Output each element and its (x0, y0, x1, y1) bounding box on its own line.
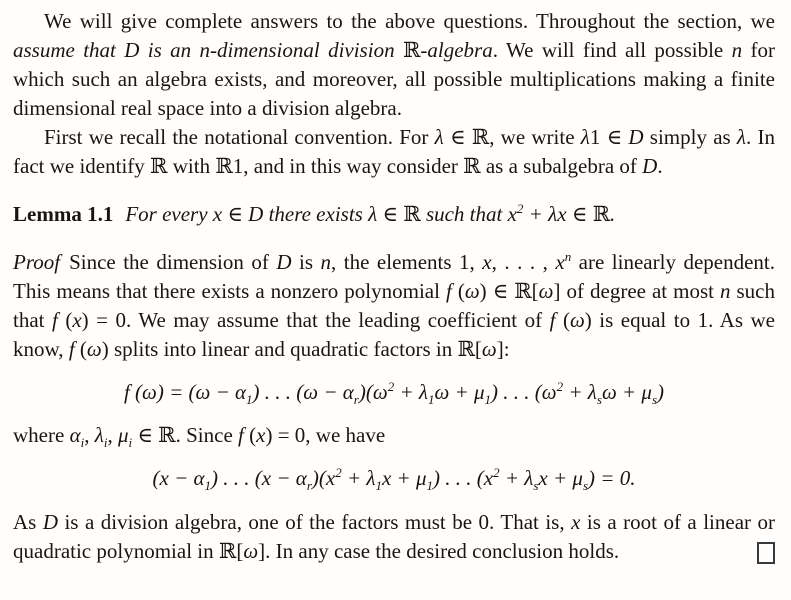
text-run: -algebra (420, 38, 493, 62)
qed-box (757, 542, 775, 564)
text-run: x (571, 510, 581, 534)
blackboard-R: ℝ (403, 202, 421, 226)
text-run: 2 (516, 201, 524, 216)
text-run: ) = 0. We may assume that the leading coefficient of (81, 308, 550, 332)
text-run: f (549, 308, 556, 332)
text-run: ) . . . (x − α (211, 466, 307, 490)
text-run: ) ∈ (479, 279, 515, 303)
text-run: i (128, 435, 133, 450)
proof-label: Proof (13, 250, 61, 274)
text-run: )(x (311, 466, 336, 490)
text-run: r (306, 478, 312, 493)
text-run: n (720, 279, 731, 303)
blackboard-R: ℝ (592, 202, 611, 226)
text-run: + λ (499, 466, 534, 490)
text-run: i (80, 435, 85, 450)
text-run: 1, and in this way consider (232, 154, 464, 178)
text-run: with (167, 154, 216, 178)
text-run: s (582, 478, 589, 493)
text-run: f (445, 279, 452, 303)
blackboard-R: ℝ (402, 38, 421, 62)
text-run: r (353, 392, 359, 407)
text-run: ] of degree at most (553, 279, 720, 303)
text-run: x + μ (538, 466, 583, 490)
blackboard-R: ℝ (218, 539, 237, 563)
text-run: ω (464, 279, 480, 303)
text-run: 2 (335, 465, 342, 480)
text-run: 1 (484, 392, 492, 407)
text-run: , . . . , (491, 250, 556, 274)
text-run: are linearly dependent. This means that there exists a nonzero polynomial (13, 250, 775, 303)
text-run: , (107, 423, 118, 447)
text-run: f (52, 308, 58, 332)
text-run: ω + μ (434, 380, 485, 404)
text-run: For every x ∈ D there exists λ ∈ (125, 202, 404, 226)
text-run: D (276, 250, 292, 274)
text-run: , (84, 423, 95, 447)
text-run: . (610, 202, 616, 226)
text-run: . (657, 154, 663, 178)
text-run: + λ (394, 380, 428, 404)
text-run: x (72, 308, 82, 332)
text-run: for which such an algebra exists, and moreover, all possible multiplications making a finite dimensional real space into a division algebra. (13, 38, 776, 120)
text-run: is (291, 250, 321, 274)
conclusion-paragraph (13, 508, 775, 566)
text-run: 1 (204, 478, 212, 493)
text-run: + λx ∈ (523, 202, 593, 226)
text-run: ) = 0, we have (265, 423, 386, 447)
text-run: λ (434, 125, 444, 149)
text-run: λ (94, 423, 104, 447)
text-run: simply as (643, 125, 737, 149)
text-run: , the elements 1, (331, 250, 483, 274)
text-run: + λ (341, 466, 376, 490)
text-run: . Since (175, 423, 239, 447)
text-run: x (482, 250, 492, 274)
text-run: ]. In any case the desired conclusion holds. (258, 539, 620, 563)
text-run: ∈ (443, 125, 472, 149)
text-run: ( (451, 279, 465, 303)
text-run: [ (236, 539, 244, 563)
text-run: 2 (556, 379, 564, 394)
text-run: [ (531, 279, 539, 303)
text-run: ω (569, 308, 585, 332)
text-run: n (564, 249, 572, 264)
text-run: (x − α (152, 466, 205, 490)
text-run: s (533, 478, 539, 493)
text-run: ) . . . (x (433, 466, 494, 490)
intro-paragraph (13, 7, 775, 123)
text-run: ω (86, 337, 102, 361)
text-run: μ (117, 423, 129, 447)
text-run: s (596, 392, 602, 407)
text-run: x + μ (381, 466, 427, 490)
text-run: assume that D is an n-dimensional division (13, 38, 403, 62)
text-run: λ (736, 125, 747, 149)
document-body (13, 7, 775, 566)
text-run: n (320, 250, 332, 274)
text-run: D (642, 154, 658, 178)
text-run: is a root of a linear or quadratic polynomial in (13, 510, 775, 563)
factorization-formula (13, 378, 775, 407)
blackboard-R: ℝ (457, 337, 475, 361)
text-run: 1 (246, 392, 253, 407)
text-run: ) = 0. (588, 466, 636, 490)
text-run: First we recall the notational convention. For (44, 125, 435, 149)
text-run: as a subalgebra of (480, 154, 643, 178)
text-run: 1 ∈ (589, 125, 629, 149)
text-run: λ (580, 125, 590, 149)
text-run: 1 (427, 392, 435, 407)
proof-paragraph (13, 248, 775, 364)
text-run: ) . . . (ω − α (252, 380, 354, 404)
lemma-1-1 (13, 200, 775, 229)
text-run: f (ω) = (ω − α (123, 380, 247, 404)
blackboard-R: ℝ (215, 154, 233, 178)
text-run: As (13, 510, 43, 534)
text-run: ) is equal to 1. As we know, (13, 308, 775, 361)
text-run: , we write (489, 125, 581, 149)
text-run: α (69, 423, 81, 447)
blackboard-R: ℝ (471, 125, 490, 149)
text-run: f (68, 337, 75, 361)
text-run: ω (481, 337, 497, 361)
text-run: ) (657, 380, 665, 404)
blackboard-R: ℝ (158, 423, 176, 447)
text-run: + λ (563, 380, 597, 404)
text-run: ) splits into linear and quadratic factors in (101, 337, 458, 361)
blackboard-R: ℝ (150, 154, 168, 178)
text-run: ( (57, 308, 73, 332)
where-paragraph (13, 421, 775, 450)
text-run: n (731, 38, 743, 62)
blackboard-R: ℝ (514, 279, 532, 303)
text-run: ( (555, 308, 570, 332)
text-run: ω (243, 539, 259, 563)
evaluated-factorization-formula (13, 464, 775, 493)
text-run: such that x (420, 202, 517, 226)
text-run: 2 (493, 465, 500, 480)
text-run: f (238, 423, 244, 447)
text-run: D (628, 125, 644, 149)
text-run: ω (538, 279, 554, 303)
text-run: 1 (375, 478, 382, 493)
text-run: Since the dimension of (69, 250, 277, 274)
text-run: i (103, 435, 108, 450)
text-run: D (42, 510, 58, 534)
text-run: s (651, 392, 658, 407)
text-run: )(ω (358, 380, 388, 404)
text-run: . In fact we identify (13, 125, 776, 178)
text-run: x (256, 423, 266, 447)
text-run: We will give complete answers to the above questions. Throughout the section, we (44, 9, 775, 33)
text-run: ) . . . (ω (491, 380, 557, 404)
text-run: ∈ (132, 423, 159, 447)
text-run: 2 (387, 379, 395, 394)
text-run: ( (243, 423, 257, 447)
notation-paragraph (13, 123, 775, 181)
lemma-label: Lemma 1.1 (13, 202, 114, 226)
text-run: x (555, 250, 565, 274)
text-run: ω + μ (601, 380, 652, 404)
text-run: is a division algebra, one of the factors must be 0. That is, (58, 510, 572, 534)
text-run: ( (74, 337, 87, 361)
text-run: . We will find all possible (492, 38, 732, 62)
text-run: ]: (496, 337, 510, 361)
blackboard-R: ℝ (463, 154, 481, 178)
text-run: [ (474, 337, 482, 361)
text-run: such that (13, 279, 776, 332)
text-run: where (13, 423, 70, 447)
text-run: 1 (426, 478, 434, 493)
